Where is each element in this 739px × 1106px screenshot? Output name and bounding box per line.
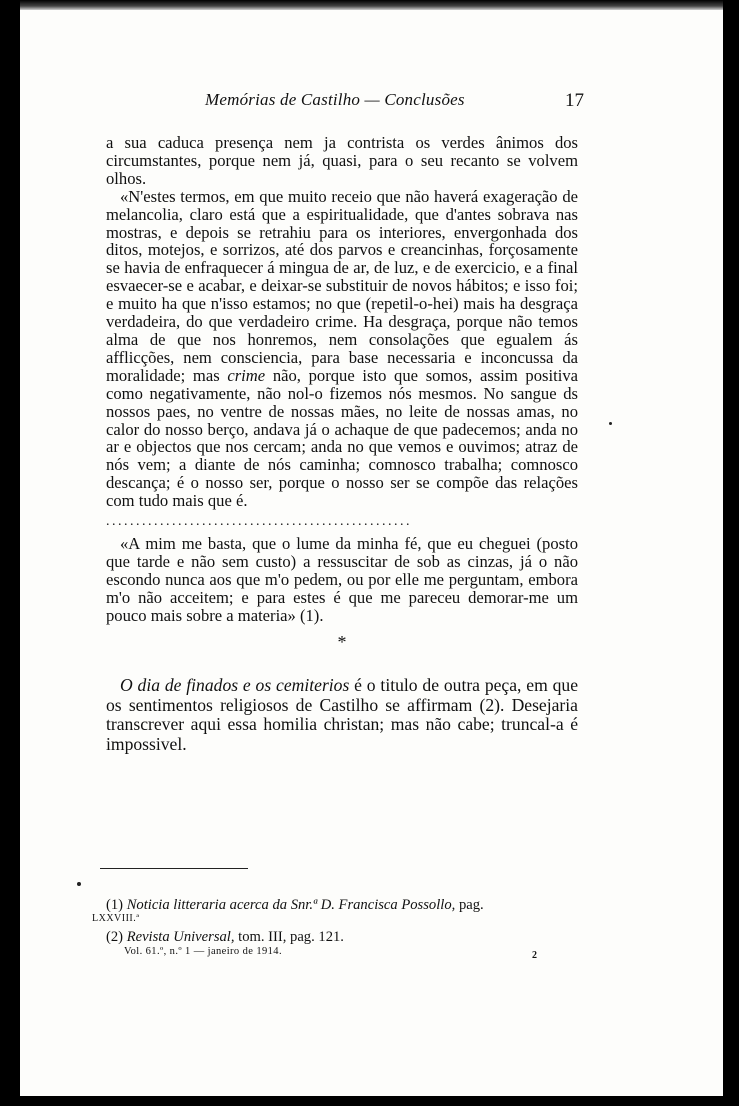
footnote-2-rest: tom. III, pag. 121.	[238, 929, 344, 945]
paragraph-2	[106, 188, 578, 510]
footnote-2-marker: (2)	[106, 929, 124, 945]
page-header	[0, 90, 584, 114]
signature-line: Vol. 61.º, n.º 1 — janeiro de 1914.	[124, 946, 282, 957]
paragraph-2-end: não, porque isto que somos, assim positiva como negativamente, não nol-o fizemos nós mesmos. No sangue ds nossos paes, no ventre de nossas mães, no leite de nossas amas, no calor do nosso berço, andava já o achaque de que padecemos; anda no ar e objectos que nos cercam; anda no que vemos e ouvimos; atraz de nós vem; a diante de nós caminha; comnosco trabalha; comnosco descança; é o nosso ser, porque o nosso ser se compõe das relações com tudo mais que é.	[106, 365, 578, 511]
scan-speck	[609, 422, 612, 425]
paragraph-2-crime: crime	[227, 365, 266, 385]
scan-edge-right	[723, 0, 739, 1106]
body-text	[106, 134, 578, 754]
paragraph-1: a sua caduca presença nem ja contrista os verdes ânimos dos circumstantes, porque nem já, quasi, para o seu recanto se volvem olhos.	[106, 133, 578, 188]
running-head: Memórias de Castilho — Conclusões	[205, 90, 465, 109]
scan-edge-bottom	[0, 1096, 739, 1106]
page-number: 17	[565, 90, 584, 111]
footnote-2-title: Revista Universal,	[126, 929, 235, 945]
footnote-2	[92, 928, 572, 946]
footnote-1-marker: (1)	[106, 897, 124, 913]
ellipsis-divider: ...................................................	[106, 514, 412, 530]
scan-speck	[77, 882, 81, 886]
paragraph-4-title: O dia de finados e os cemiterios	[120, 675, 350, 696]
footnote-1-continuation: LXXVIII.ª	[92, 913, 140, 924]
paragraph-2-text: «N'estes termos, em que muito receio que não haverá exageração de melancolia, claro está que a espiritualidade, que d'antes sobrava nas mostras, e depois se retrahiu para os interiores, envergonhada dos ditos, motejos, e sorrizos, até dos parvos e creancinhas, forçosamente se havia de enfraquecer á mingua de ar, de luz, e de exercicio, e a final esvaecer-se e acabar, e deixar-se substituir de novos hábitos; e isso foi; e muito ha que n'isso estamos; no que (repetil-o-hei) mais ha desgraça verdadeira, do que verdadeiro crime. Ha desgraça, porque não temos alma de que nos honremos, nem consolações que egualem ás afflicções, nem consciencia, para base necessaria e inconcussa da moralidade; mas	[106, 186, 578, 385]
paragraph-4-text: é o titulo de outra peça, em que os sentimentos religiosos de Castilho se affirmam (2). Desejaria transcrever aqui essa homilia christan; mas não cabe; truncal-a é impossivel.	[106, 675, 579, 754]
section-asterisk: *	[337, 632, 347, 653]
signature-mark: 2	[532, 950, 537, 961]
paragraph-4	[106, 676, 578, 754]
paragraph-3: «A mim me basta, que o lume da minha fé, que eu cheguei (posto que tarde e não sem custo) a ressuscitar de sob as cinzas, já o não escondo nunca aos que m'o pedem, ou por elle me perguntam, embora m'o não acceitem; e para estes é que me pareceu demorar-me um pouco mais sobre a materia» (1).	[106, 533, 578, 625]
scan-edge-top	[0, 0, 739, 10]
footnote-1-title: Noticia litteraria acerca da Snr.ª D. Francisca Possollo,	[126, 897, 456, 913]
footnote-1-pag: pag.	[458, 897, 484, 913]
scan-edge-left	[0, 0, 20, 1106]
footnote-rule	[100, 868, 248, 869]
footnotes	[92, 896, 572, 946]
